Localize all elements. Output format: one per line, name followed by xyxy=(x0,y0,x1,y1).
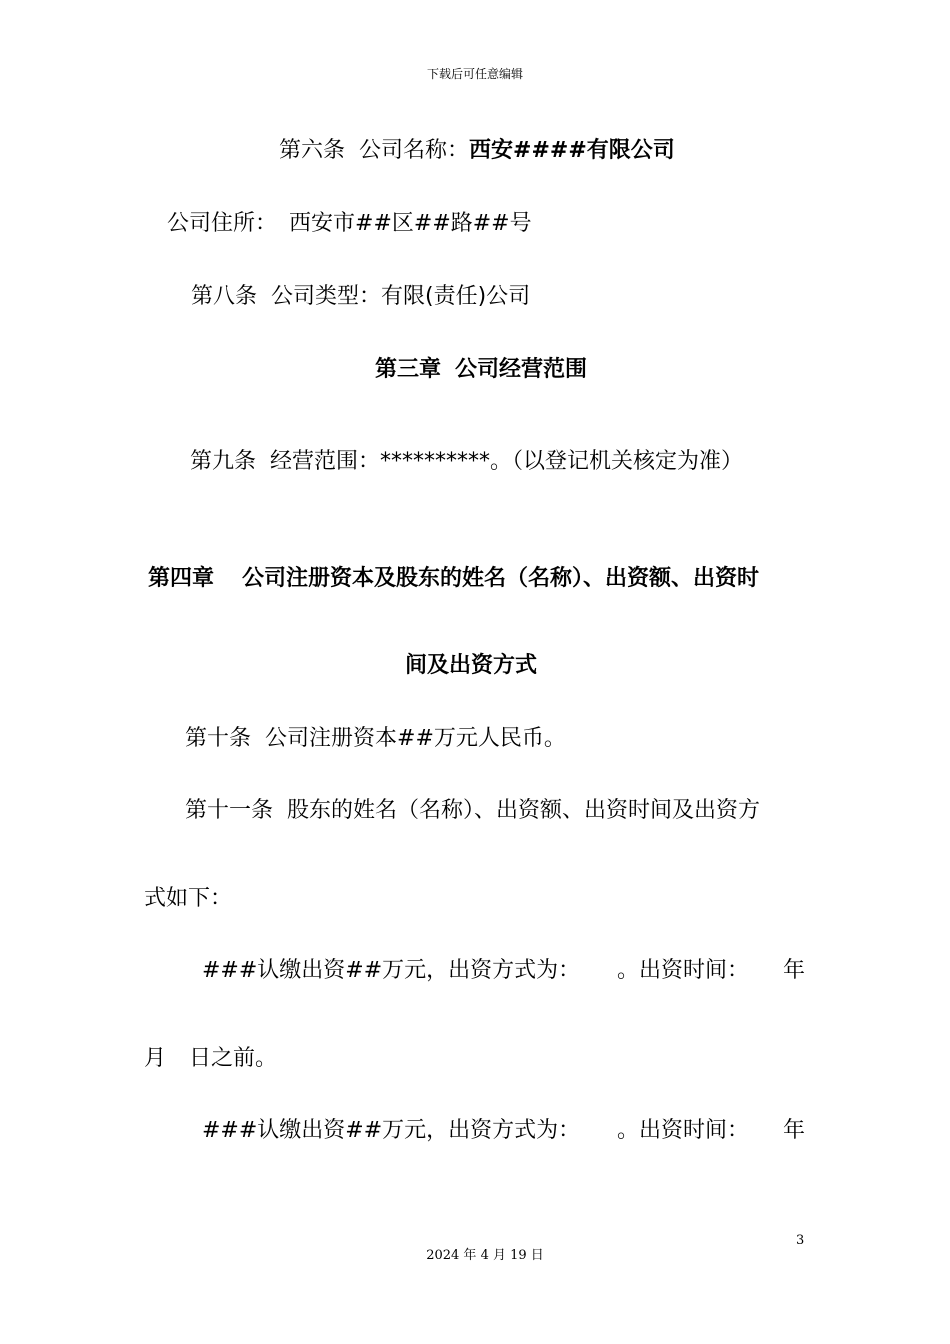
chapter-4-title-line-1: 公司注册资本及股东的姓名（名称）、出资额、出资时 xyxy=(242,566,760,591)
article-8-text: 公司类型：有限(责任)公司 xyxy=(271,284,531,309)
article-11-label: 第十一条 xyxy=(185,798,274,823)
article-8 xyxy=(191,282,530,312)
article-10-text: 公司注册资本##万元人民币。 xyxy=(265,726,566,751)
company-name-value: 西安####有限公司 xyxy=(469,138,675,163)
footer-date: 2024 年 4 月 19 日 xyxy=(426,1248,544,1263)
chapter-4-label: 第四章 xyxy=(148,566,215,591)
article-10-label: 第十条 xyxy=(185,726,252,751)
shareholder-1-time-label: 。出资时间： xyxy=(617,958,750,983)
chapter-3-heading xyxy=(375,355,587,385)
article-6-label: 第六条 xyxy=(279,138,346,163)
chapter-3-label: 第三章 xyxy=(375,357,442,382)
article-9 xyxy=(190,447,743,477)
company-address-value: 西安市##区##路##号 xyxy=(289,211,532,236)
shareholder-1-year-label: 年 xyxy=(783,958,806,983)
company-address xyxy=(167,209,532,239)
company-name-label: 公司名称： xyxy=(359,138,470,163)
header-note: 下载后可任意编辑 xyxy=(426,67,523,81)
article-11-line-1 xyxy=(185,796,760,826)
article-9-text: 经营范围：**********。（以登记机关核定为准） xyxy=(270,449,744,474)
page-number: 3 xyxy=(796,1233,805,1248)
chapter-4-heading-line-2: 间及出资方式 xyxy=(405,653,538,678)
shareholder-1-month-label: 月 xyxy=(144,1046,167,1071)
shareholder-2-subscription: ###认缴出资##万元，出资方式为： xyxy=(202,1118,581,1143)
article-9-label: 第九条 xyxy=(190,449,257,474)
article-10 xyxy=(185,724,566,754)
article-8-label: 第八条 xyxy=(191,284,258,309)
shareholder-2-time-label: 。出资时间： xyxy=(617,1118,750,1143)
article-11-line-2: 式如下： xyxy=(144,886,233,911)
shareholder-1-day-label: 日之前。 xyxy=(189,1046,278,1071)
chapter-4-heading-line-1 xyxy=(148,564,759,594)
article-11-text-line-1: 股东的姓名（名称）、出资额、出资时间及出资方 xyxy=(287,798,761,823)
shareholder-1-subscription: ###认缴出资##万元，出资方式为： xyxy=(202,958,581,983)
article-6 xyxy=(279,136,675,166)
chapter-3-title: 公司经营范围 xyxy=(455,357,588,382)
shareholder-2-year-label: 年 xyxy=(783,1118,806,1143)
company-address-label: 公司住所： xyxy=(167,211,278,236)
